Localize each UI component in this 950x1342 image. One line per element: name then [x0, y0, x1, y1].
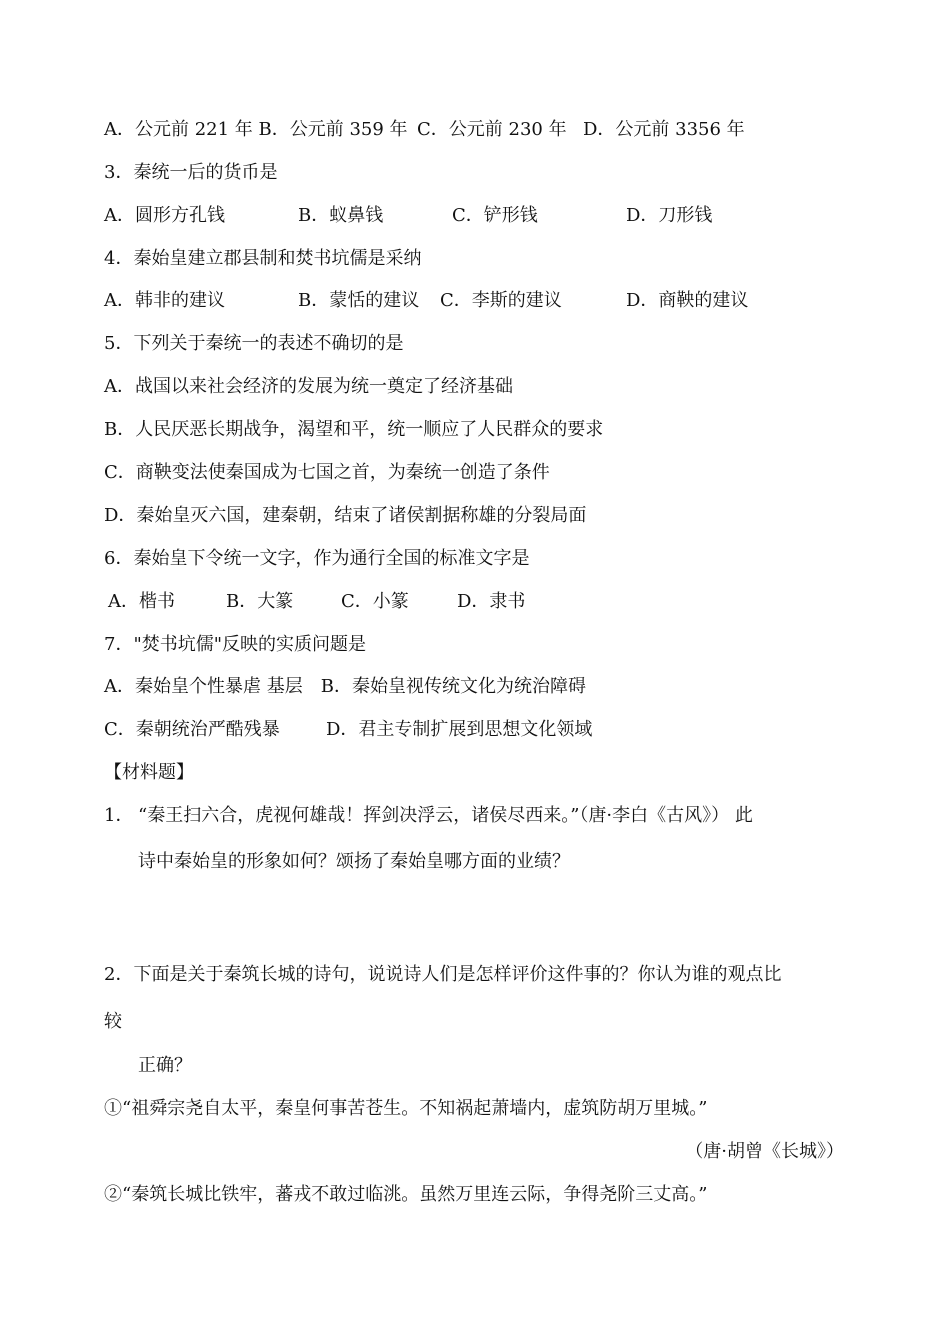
q2-option-c: C．公元前 230 年 — [417, 119, 567, 140]
section-title: 【材料题】 — [104, 762, 194, 783]
q6-option-c: C．小篆 — [341, 591, 409, 612]
m1-line-2: 诗中秦始皇的形象如何？颂扬了秦始皇哪方面的业绩？ — [138, 851, 570, 872]
q3-option-c: C．铲形钱 — [452, 205, 538, 226]
q5-option-b: B．人民厌恶长期战争，渴望和平，统一顺应了人民群众的要求 — [104, 419, 604, 440]
m2-line-3: 正确？ — [138, 1055, 192, 1076]
q7-stem: 7．"焚书坑儒"反映的实质问题是 — [104, 634, 367, 655]
q6-option-a: A．楷书 — [108, 591, 175, 612]
m1-number: 1． — [104, 805, 134, 826]
m1-line-1: “秦王扫六合，虎视何雄哉！挥剑决浮云，诸侯尽西来。”（唐·李白《古风》） 此 — [138, 805, 753, 826]
q6-option-d: D．隶书 — [457, 591, 526, 612]
m2-poem-1-source: （唐·胡曾《长城》） — [685, 1141, 844, 1162]
q5-stem: 5．下列关于秦统一的表述不确切的是 — [104, 333, 404, 354]
q6-option-b: B．大篆 — [226, 591, 294, 612]
q7-option-ab: A．秦始皇个性暴虐 基层 B．秦始皇视传统文化为统治障碍 — [104, 676, 586, 697]
m2-poem-2: ②“秦筑长城比铁牢，蕃戎不敢过临洮。虽然万里连云际，争得尧阶三丈高。” — [104, 1184, 708, 1205]
q2-option-d: D．公元前 3356 年 — [583, 119, 745, 140]
q4-option-a: A．韩非的建议 — [104, 290, 225, 311]
q5-option-c: C．商鞅变法使秦国成为七国之首，为秦统一创造了条件 — [104, 462, 550, 483]
q4-option-d: D．商鞅的建议 — [626, 290, 749, 311]
m2-poem-1: ①“祖舜宗尧自太平，秦皇何事苦苍生。不知祸起萧墙内，虚筑防胡万里城。” — [104, 1098, 708, 1119]
q3-option-a: A．圆形方孔钱 — [104, 205, 225, 226]
q7-option-d: D．君主专制扩展到思想文化领域 — [326, 719, 593, 740]
q5-option-a: A．战国以来社会经济的发展为统一奠定了经济基础 — [104, 376, 513, 397]
q5-option-d: D．秦始皇灭六国，建秦朝，结束了诸侯割据称雄的分裂局面 — [104, 505, 587, 526]
q3-option-b: B．蚁鼻钱 — [298, 205, 384, 226]
q2-option-ab: A．公元前 221 年 B．公元前 359 年 — [104, 119, 408, 140]
q4-option-c: C．李斯的建议 — [440, 290, 562, 311]
q6-stem: 6．秦始皇下令统一文字，作为通行全国的标准文字是 — [104, 548, 530, 569]
q3-option-d: D．刀形钱 — [626, 205, 713, 226]
q3-stem: 3．秦统一后的货币是 — [104, 162, 278, 183]
q4-option-b: B．蒙恬的建议 — [298, 290, 420, 311]
q7-option-c: C．秦朝统治严酷残暴 — [104, 719, 280, 740]
m2-line-1: 2．下面是关于秦筑长城的诗句，说说诗人们是怎样评价这件事的？你认为谁的观点比 — [104, 964, 782, 985]
m2-line-2: 较 — [104, 1011, 122, 1032]
q4-stem: 4．秦始皇建立郡县制和焚书坑儒是采纳 — [104, 248, 422, 269]
